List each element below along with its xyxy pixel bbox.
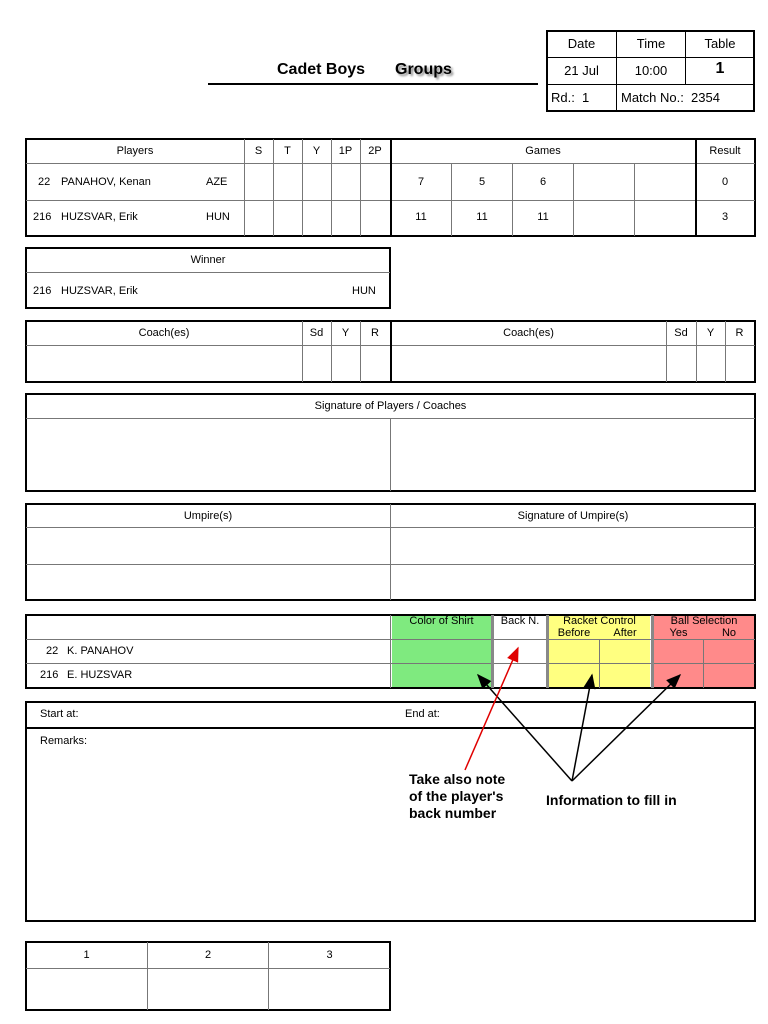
start-at-label: Start at: [40, 708, 79, 720]
t-header: T [284, 145, 291, 157]
match-no-label: Match No.: [621, 90, 684, 105]
game-score: 6 [539, 176, 547, 188]
sd-label: Sd [309, 327, 324, 339]
r-label: R [735, 327, 744, 339]
bottom-header-2: 2 [204, 949, 212, 961]
s-header: S [254, 145, 263, 157]
round-value: 1 [582, 90, 590, 105]
end-at-label: End at: [405, 708, 440, 720]
equipment-player-number: 22 [46, 645, 59, 657]
y-label: Y [706, 327, 715, 339]
ball-selection-label: Ball Selection [670, 615, 738, 627]
time-label: Time [636, 36, 666, 51]
racket-control-label: Racket Control [563, 615, 636, 627]
arrow-to-shirt-color [478, 675, 572, 781]
result-header: Result [709, 145, 741, 157]
y-label: Y [341, 327, 350, 339]
player-name: HUZSVAR, Erik [61, 211, 138, 223]
2p-header: 2P [368, 145, 382, 157]
sd-label: Sd [674, 327, 688, 339]
arrow-to-back-number [465, 648, 518, 770]
y-header: Y [312, 145, 321, 157]
player-country: AZE [206, 176, 228, 188]
winner-label: Winner [190, 254, 226, 266]
remarks-label: Remarks: [40, 735, 88, 747]
equipment-player-name: E. HUZSVAR [67, 669, 133, 681]
coaches-label: Coach(es) [503, 327, 554, 339]
player-number: 216 [33, 211, 52, 223]
coaches-label: Coach(es) [138, 327, 190, 339]
game-score: 11 [476, 211, 488, 223]
table-value: 1 [715, 60, 725, 77]
color-of-shirt-label: Color of Shirt [409, 615, 474, 627]
table-label: Table [704, 36, 736, 51]
time-value: 10:00 [634, 63, 668, 78]
game-score: 7 [417, 176, 425, 188]
back-number-note: Take also note of the player's back number [409, 771, 506, 821]
umpires-label: Umpire(s) [183, 510, 233, 522]
arrow-to-ball-selection [572, 675, 680, 781]
bottom-header-1: 1 [83, 949, 90, 961]
after-label: After [613, 627, 637, 639]
games-header: Games [525, 145, 561, 157]
winner-number: 216 [33, 285, 52, 297]
game-score: 11 [537, 211, 549, 223]
player-result: 0 [721, 176, 729, 188]
fill-in-note: Information to fill in [546, 792, 677, 808]
player-country: HUN [206, 211, 230, 223]
bottom-header-3: 3 [326, 949, 333, 961]
stage-title: Groups [395, 61, 452, 78]
player-name: PANAHOV, Kenan [61, 176, 151, 188]
players-header: Players [116, 145, 154, 157]
equipment-player-name: K. PANAHOV [67, 645, 134, 657]
game-score: 11 [415, 211, 427, 223]
signature-label: Signature of Players / Coaches [314, 400, 467, 412]
winner-name: HUZSVAR, Erik [61, 285, 138, 297]
umpire-signature-label: Signature of Umpire(s) [517, 510, 629, 522]
date-label: Date [567, 36, 596, 51]
player-result: 3 [721, 211, 729, 223]
date-value: 21 Jul [564, 63, 599, 78]
winner-country: HUN [352, 285, 376, 297]
back-number-label: Back N. [500, 615, 540, 627]
before-label: Before [557, 627, 591, 639]
game-score: 5 [478, 176, 486, 188]
1p-header: 1P [338, 145, 353, 157]
event-title: Cadet Boys [277, 61, 366, 78]
match-no-value: 2354 [691, 90, 720, 105]
round-label: Rd.: [551, 90, 575, 105]
player-number: 22 [38, 176, 51, 188]
no-label: No [721, 627, 737, 639]
equipment-player-number: 216 [40, 669, 59, 681]
r-label: R [371, 327, 379, 339]
yes-label: Yes [669, 627, 688, 639]
